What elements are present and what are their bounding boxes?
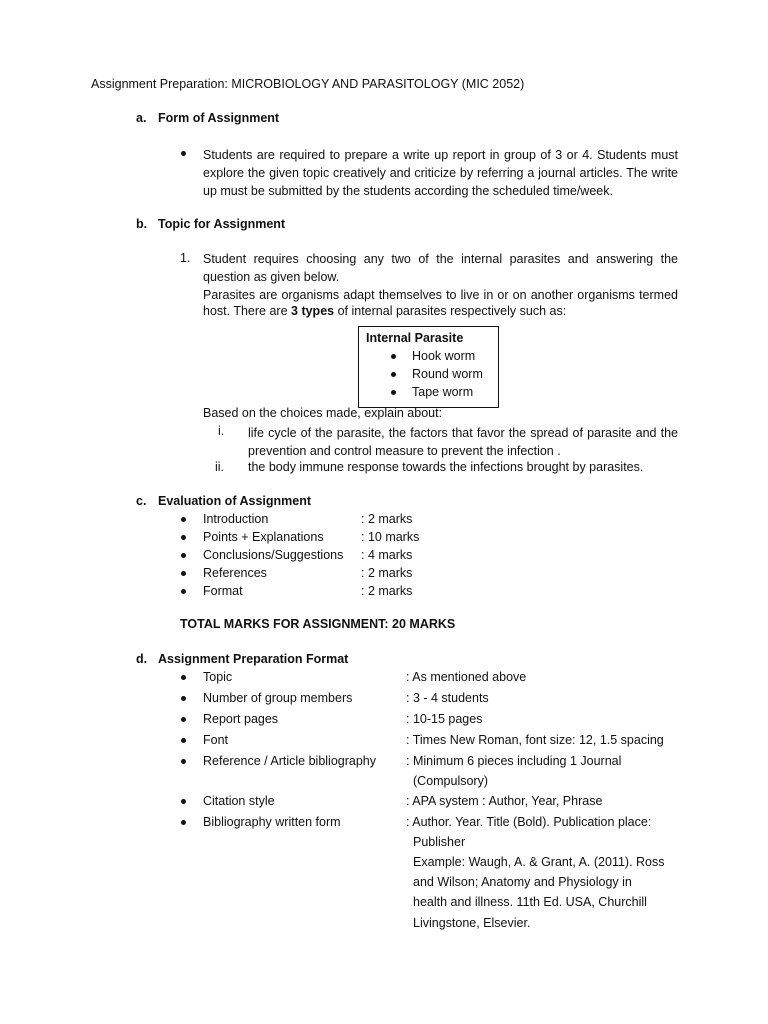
format-label: Citation style (203, 794, 275, 808)
format-value-cont: and Wilson; Anatomy and Physiology in (413, 875, 632, 889)
para-line2-a: host. There are (203, 304, 292, 318)
format-label: Number of group members (203, 691, 353, 705)
format-value-cont: Livingstone, Elsevier. (413, 916, 531, 930)
eval-label: Conclusions/Suggestions (203, 548, 344, 562)
bullet-icon (391, 390, 396, 395)
eval-value: : 4 marks (361, 548, 413, 562)
section-c-heading: Evaluation of Assignment (158, 494, 312, 508)
format-label: Reference / Article bibliography (203, 754, 377, 768)
section-b-item-number: 1. (180, 251, 191, 265)
bullet-icon (181, 571, 186, 576)
section-b-marker: b. (136, 217, 148, 231)
para-line2-bold: 3 types (291, 304, 335, 318)
bullet-icon (181, 820, 186, 825)
section-d-marker: d. (136, 652, 148, 666)
box-item-tape-worm: Tape worm (412, 385, 474, 399)
para-line2-b: of internal parasites respectively such as: (334, 304, 567, 318)
title-course: MICROBIOLOGY AND PARASITOLOGY (MIC 2052) (231, 77, 525, 91)
parasite-para-line2 (203, 304, 566, 318)
title-prefix: Assignment Preparation: (91, 77, 232, 91)
eval-label: References (203, 566, 267, 580)
bullet-icon (181, 799, 186, 804)
bullet-icon (181, 517, 186, 522)
section-a-marker: a. (136, 111, 147, 125)
eval-label: Points + Explanations (203, 530, 324, 544)
format-label: Font (203, 733, 229, 747)
format-value: : 3 - 4 students (406, 691, 489, 705)
format-value: : 10-15 pages (406, 712, 483, 726)
bullet-icon (391, 372, 396, 377)
bullet-icon (181, 675, 186, 680)
format-label: Report pages (203, 712, 279, 726)
eval-value: : 2 marks (361, 584, 413, 598)
section-b-heading: Topic for Assignment (158, 217, 286, 231)
bullet-icon (181, 589, 186, 594)
format-value-cont: health and illness. 11th Ed. USA, Churchill (413, 895, 647, 909)
bullet-icon (181, 553, 186, 558)
box-item-hook-worm: Hook worm (412, 349, 476, 363)
format-value: : APA system : Author, Year, Phrase (406, 794, 603, 808)
eval-label: Introduction (203, 512, 269, 526)
format-value-cont: Publisher (413, 835, 466, 849)
total-marks: TOTAL MARKS FOR ASSIGNMENT: 20 MARKS (180, 617, 456, 631)
sub-item-marker-i: i. (218, 424, 225, 438)
format-label: Topic (203, 670, 233, 684)
format-label: Bibliography written form (203, 815, 341, 829)
format-value-cont: Example: Waugh, A. & Grant, A. (2011). Ross (413, 855, 665, 869)
bullet-icon (181, 717, 186, 722)
eval-value: : 10 marks (361, 530, 420, 544)
section-b-item-text: Student requires choosing any two of the internal parasites and answering the question as given below. (203, 252, 678, 284)
box-item-round-worm: Round worm (412, 367, 483, 381)
section-c-marker: c. (136, 494, 147, 508)
format-value: : As mentioned above (406, 670, 527, 684)
bullet-icon (391, 354, 396, 359)
eval-label: Format (203, 584, 243, 598)
parasite-para-line1: Parasites are organisms adapt themselves to live in or on another organisms termed (203, 288, 678, 302)
format-value: : Author. Year. Title (Bold). Publication place: (406, 815, 652, 829)
bullet-icon (181, 696, 186, 701)
eval-value: : 2 marks (361, 566, 413, 580)
bullet-icon (181, 759, 186, 764)
section-a-text: Students are required to prepare a write up report in group of 3 or 4. Students must explore the given topic creatively and criticize by referring a journal articles. The write up must be submitted by the students according the scheduled time/week. (203, 148, 678, 198)
document-title (91, 77, 524, 91)
sub-item-text-i: life cycle of the parasite, the factors that favor the spread of parasite and the prevention and control measure to prevent the infection . (248, 426, 678, 458)
sub-item-text-ii: the body immune response towards the infections brought by parasites. (248, 460, 644, 474)
bullet-icon (181, 535, 186, 540)
format-value: : Minimum 6 pieces including 1 Journal (406, 754, 622, 768)
bullet-icon (181, 738, 186, 743)
bullet-icon (181, 151, 186, 156)
box-title: Internal Parasite (366, 331, 464, 345)
sub-item-marker-ii: ii. (215, 460, 225, 474)
explain-intro: Based on the choices made, explain about: (203, 406, 443, 420)
format-value: : Times New Roman, font size: 12, 1.5 spacing (406, 733, 664, 747)
eval-value: : 2 marks (361, 512, 413, 526)
section-a-heading: Form of Assignment (158, 111, 280, 125)
format-value-cont: (Compulsory) (413, 774, 489, 788)
section-d-heading: Assignment Preparation Format (158, 652, 349, 666)
